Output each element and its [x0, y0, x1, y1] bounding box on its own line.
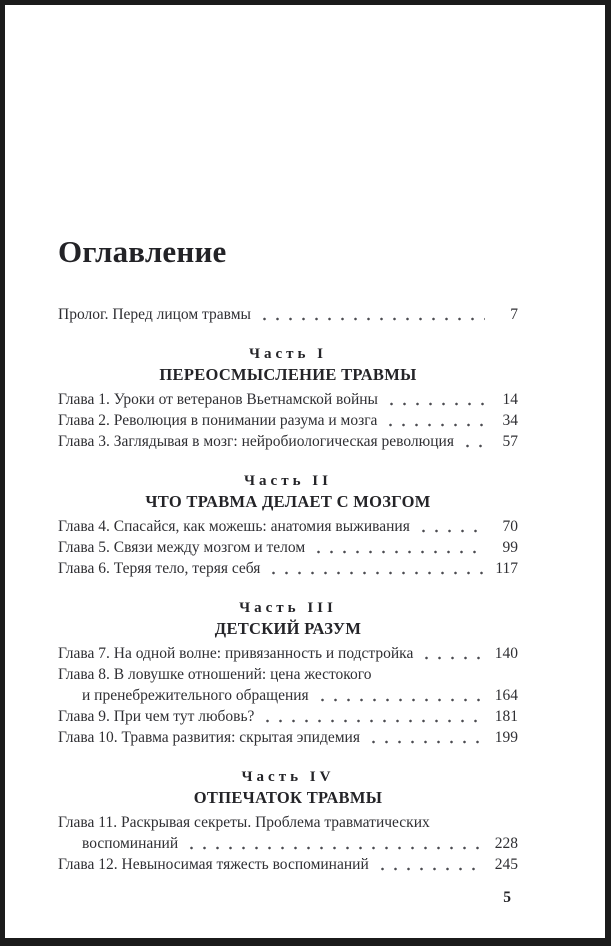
part-section-1	[58, 344, 518, 452]
book-page	[5, 5, 605, 938]
dot-leader	[185, 833, 485, 854]
part-section-3	[58, 598, 518, 748]
toc-entry-text: Глава 5. Связи между мозгом и телом	[58, 539, 306, 556]
toc-entry-page: 117	[495, 560, 518, 577]
dot-leader	[417, 516, 485, 537]
toc-entry-line	[58, 812, 518, 833]
toc-entry	[58, 854, 518, 875]
dot-leader	[420, 643, 485, 664]
toc-entry-text: Глава 1. Уроки от ветеранов Вьетнамской войны	[58, 391, 378, 408]
part-title: ДЕТСКИЙ РАЗУМ	[214, 619, 362, 638]
toc-entry-page: 164	[494, 687, 518, 704]
toc-entry-text: Глава 9. При чем тут любовь?	[58, 708, 255, 725]
toc-entry-page: 99	[502, 539, 518, 556]
toc-entry-text: Глава 4. Спасайся, как можешь: анатомия выживания	[58, 518, 410, 535]
toc-entry-page: 228	[494, 835, 518, 852]
toc-entry-text: Глава 11. Раскрывая секреты. Проблема травматических	[58, 814, 430, 831]
toc-entry	[58, 727, 518, 748]
part-entries	[58, 389, 518, 452]
part-entries	[58, 812, 518, 875]
part-label: Часть IV	[241, 769, 335, 785]
part-section-2	[58, 471, 518, 579]
toc-entry-page: 140	[494, 645, 518, 662]
dot-leader	[376, 854, 485, 875]
part-label: Часть I	[248, 346, 328, 362]
toc-entry	[58, 516, 518, 537]
toc-entry	[58, 664, 518, 706]
dot-leader	[316, 685, 485, 706]
toc-entry-text: Глава 7. На одной волне: привязанность и подстройка	[58, 645, 414, 662]
toc-entry-text: Глава 12. Невыносимая тяжесть воспоминаний	[58, 856, 369, 873]
toc-entry-page: 245	[494, 856, 518, 873]
part-section-4	[58, 767, 518, 875]
toc-entry-page: 14	[502, 391, 518, 408]
toc-entry-page: 7	[510, 306, 518, 323]
dot-leader	[461, 431, 485, 452]
part-label: Часть II	[244, 473, 332, 489]
toc-entry-line-continuation	[58, 833, 518, 854]
toc-entry	[58, 431, 518, 452]
toc-entry	[58, 706, 518, 727]
part-entries	[58, 516, 518, 579]
part-title: ОТПЕЧАТОК ТРАВМЫ	[193, 788, 383, 807]
toc-entry	[58, 558, 518, 579]
part-entries	[58, 643, 518, 748]
toc-entry-page: 181	[494, 708, 518, 725]
toc-entry-prologue	[58, 304, 518, 325]
toc-entry-text: Глава 10. Травма развития: скрытая эпидемия	[58, 729, 360, 746]
dot-leader	[267, 558, 485, 579]
toc-entry-text: воспоминаний	[82, 835, 179, 852]
toc-entry	[58, 812, 518, 854]
dot-leader	[261, 706, 485, 727]
table-of-contents	[58, 304, 518, 875]
toc-entry	[58, 410, 518, 431]
dot-leader	[384, 410, 485, 431]
toc-entry-page: 57	[502, 433, 518, 450]
toc-entry	[58, 389, 518, 410]
toc-entry-text: Глава 3. Заглядывая в мозг: нейробиологическая революция	[58, 433, 454, 450]
part-title: ЧТО ТРАВМА ДЕЛАЕТ С МОЗГОМ	[145, 492, 431, 511]
toc-entry-line-continuation	[58, 685, 518, 706]
part-title: ПЕРЕОСМЫСЛЕНИЕ ТРАВМЫ	[159, 365, 417, 384]
dot-leader	[367, 727, 485, 748]
toc-entry-text: и пренебрежительного обращения	[82, 687, 309, 704]
toc-entry	[58, 643, 518, 664]
toc-entry-text: Глава 2. Революция в понимании разума и мозга	[58, 412, 378, 429]
dot-leader	[385, 389, 485, 410]
page-title: Оглавление	[58, 234, 227, 269]
toc-entry-text: Пролог. Перед лицом травмы	[58, 306, 251, 323]
toc-entry-page: 70	[502, 518, 518, 535]
toc-entry-page: 34	[502, 412, 518, 429]
part-label: Часть III	[239, 600, 337, 616]
toc-entry-page: 199	[494, 729, 518, 746]
footer-page-number: 5	[503, 889, 511, 906]
dot-leader	[258, 304, 485, 325]
toc-entry-line	[58, 664, 518, 685]
toc-entry	[58, 537, 518, 558]
toc-entry-text: Глава 8. В ловушке отношений: цена жестокого	[58, 666, 372, 683]
toc-entry-text: Глава 6. Теряя тело, теряя себя	[58, 560, 261, 577]
dot-leader	[312, 537, 485, 558]
